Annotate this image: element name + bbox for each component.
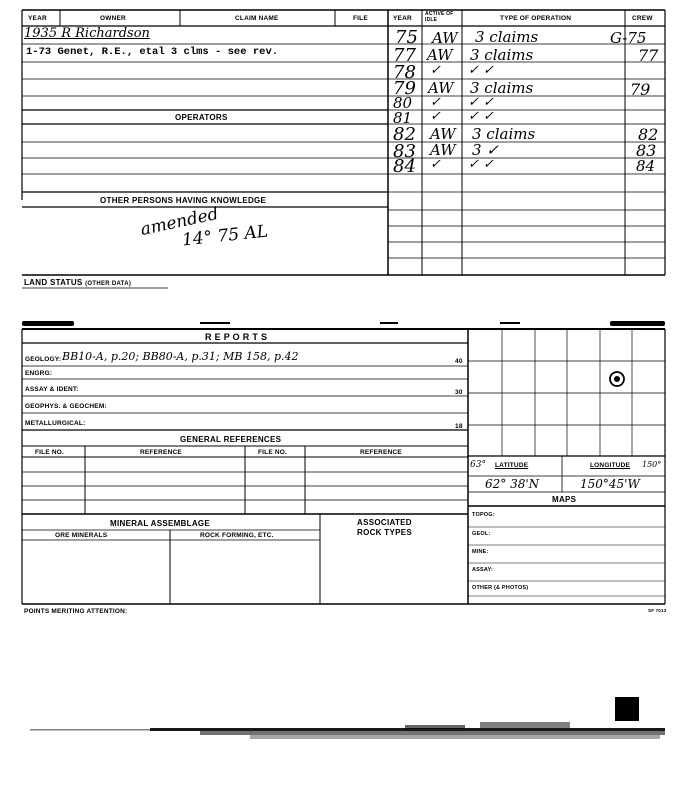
gr-col-file-no-1: FILE NO. xyxy=(35,449,65,456)
operation-active: AW xyxy=(427,46,453,64)
operation-type: ✓ ✓ xyxy=(468,157,494,172)
general-references-title: GENERAL REFERENCES xyxy=(180,435,282,444)
operation-crew: 84 xyxy=(636,157,656,175)
geology-label: GEOLOGY: xyxy=(25,356,62,363)
operation-type: 3 ✓ xyxy=(472,141,499,159)
gr-col-reference-2: REFERENCE xyxy=(360,449,402,456)
operation-active: AW xyxy=(428,79,454,97)
header-owner: OWNER xyxy=(100,15,126,22)
operation-year: 81 xyxy=(393,109,413,127)
gr-col-reference-1: REFERENCE xyxy=(140,449,182,456)
other-persons-label: OTHER PERSONS HAVING KNOWLEDGE xyxy=(100,196,267,205)
rock-types-label: ROCK TYPES xyxy=(357,528,413,537)
operation-type: 3 claims xyxy=(475,28,539,46)
operation-type: 3 claims xyxy=(470,79,534,97)
header-crew: CREW xyxy=(632,15,653,22)
operation-year: 80 xyxy=(393,94,413,112)
maps-topog: TOPOG: xyxy=(472,512,495,518)
reports-num-40: 40 xyxy=(455,358,463,365)
rock-forming-label: ROCK FORMING, ETC. xyxy=(200,532,274,539)
maps-title: MAPS xyxy=(552,495,577,504)
operation-crew: 79 xyxy=(630,80,651,99)
operation-year: 75 xyxy=(395,27,418,48)
long-suffix: 150° xyxy=(642,460,662,469)
operation-type: 3 claims xyxy=(470,46,534,64)
operation-type: ✓ ✓ xyxy=(468,63,494,78)
longitude-label: LONGITUDE xyxy=(590,462,631,469)
operation-year: 77 xyxy=(393,45,416,66)
ore-minerals-label: ORE MINERALS xyxy=(55,532,108,539)
operators-label: OPERATORS xyxy=(175,113,228,122)
operation-active: ✓ xyxy=(430,157,441,172)
operation-type: 3 claims xyxy=(472,125,536,143)
operation-year: 83 xyxy=(393,141,416,162)
land-status-label: LAND STATUS (OTHER DATA) xyxy=(24,278,132,287)
operation-year: 82 xyxy=(393,124,416,145)
form-code: SF 7013 xyxy=(648,608,667,613)
associated-label: ASSOCIATED xyxy=(357,518,412,527)
owner-entry-1935: 1935 R Richardson xyxy=(24,26,150,41)
points-meriting-attention: POINTS MERITING ATTENTION: xyxy=(24,608,128,615)
amended-note-date: 14° 75 AL xyxy=(181,221,269,251)
operation-crew: 82 xyxy=(638,125,659,144)
geophys-label: GEOPHYS. & GEOCHEM: xyxy=(25,403,107,410)
latitude-value: 62° 38'N xyxy=(485,477,540,491)
maps-mine: MINE: xyxy=(472,549,489,555)
operation-active: AW xyxy=(432,29,458,47)
operation-active: ✓ xyxy=(430,63,441,78)
reports-num-18: 18 xyxy=(455,423,463,430)
operation-year: 84 xyxy=(393,156,416,177)
operation-active: AW xyxy=(430,125,456,143)
engrg-label: ENGRG: xyxy=(25,370,53,377)
maps-geol: GEOL: xyxy=(472,531,491,537)
header-type-of-operation: TYPE OF OPERATION xyxy=(500,15,572,22)
operation-crew: 83 xyxy=(636,141,657,160)
operation-crew: G-75 xyxy=(610,29,647,47)
lat-prefix: 63° xyxy=(470,460,486,470)
operation-crew: 77 xyxy=(638,46,659,65)
reports-title: R E P O R T S xyxy=(205,332,268,342)
operation-type: ✓ ✓ xyxy=(468,109,494,124)
latitude-label: LATITUDE xyxy=(495,462,529,469)
metallurgical-label: METALLURGICAL: xyxy=(25,420,86,427)
mineral-title: MINERAL ASSEMBLAGE xyxy=(110,519,211,528)
header-file: FILE xyxy=(353,15,368,22)
header-active-of-idle: ACTIVE OF IDLE xyxy=(425,11,454,23)
owner-entry-genet: 1-73 Genet, R.E., etal 3 clms - see rev. xyxy=(26,46,279,58)
operation-active: ✓ xyxy=(430,109,441,124)
amended-note: amended xyxy=(138,203,221,241)
header-year-right: YEAR xyxy=(393,15,412,22)
assay-label: ASSAY & IDENT: xyxy=(25,386,79,393)
operation-type: ✓ ✓ xyxy=(468,95,494,110)
header-claim-name: CLAIM NAME xyxy=(235,15,279,22)
operation-year: 78 xyxy=(393,62,416,83)
longitude-value: 150°45'W xyxy=(580,477,640,491)
maps-other: OTHER (& PHOTOS) xyxy=(472,585,529,591)
header-year: YEAR xyxy=(28,15,47,22)
operation-active: ✓ xyxy=(430,95,441,110)
operation-year: 79 xyxy=(393,78,416,99)
operation-active: AW xyxy=(430,141,456,159)
reports-num-30: 30 xyxy=(455,389,463,396)
maps-assay: ASSAY: xyxy=(472,567,494,573)
gr-col-file-no-2: FILE NO. xyxy=(258,449,288,456)
geology-value: BB10-A, p.20; BB80-A, p.31; MB 158, p.42 xyxy=(62,350,299,363)
